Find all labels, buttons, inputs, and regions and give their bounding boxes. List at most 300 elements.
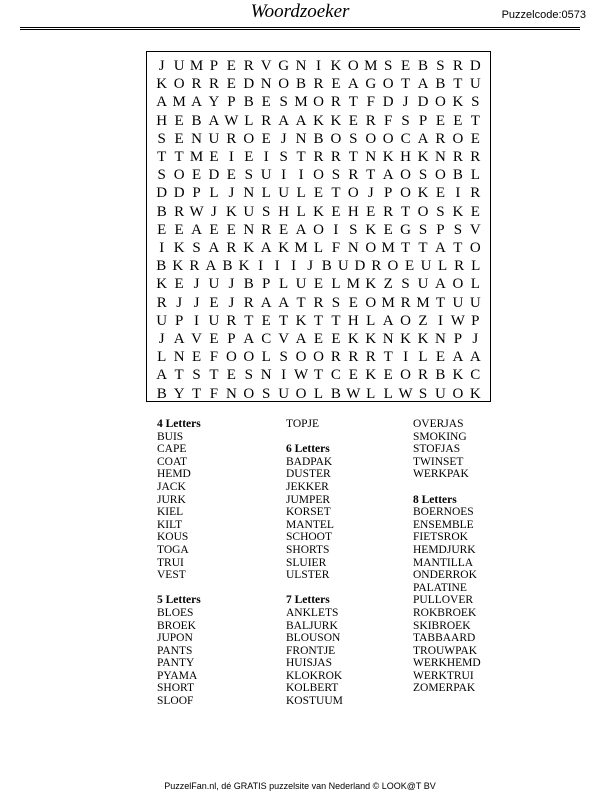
grid-letter: U [208,312,220,329]
word-list-item: SCHOOT [286,531,333,544]
grid-letter: K [225,203,237,220]
grid-letter: D [243,76,255,93]
puzzle-code: Puzzelcode:0573 [501,9,586,21]
grid-letter: O [435,167,446,184]
word-group-heading: 6 Letters [286,443,330,456]
grid-letter: J [228,294,235,311]
word-list-item: JUMPER [286,493,331,506]
word-list-item: HEMDJURK [413,543,476,556]
grid-letter: N [365,149,377,165]
word-list-item: WERKHEMD [413,657,481,670]
word-list-column-3 [413,418,563,695]
grid-letter: F [366,94,375,111]
grid-letter: R [189,258,200,275]
grid-letter: M [381,294,395,311]
grid-letter: F [209,349,219,366]
grid-row [147,165,490,185]
grid-letter: T [279,312,289,329]
grid-letter: F [331,240,341,256]
grid-letter: K [347,331,359,347]
grid-letter: B [330,385,341,402]
grid-letter: O [295,349,307,366]
grid-letter: L [383,385,393,402]
grid-letter: R [330,349,341,366]
grid-letter: A [295,331,307,347]
grid-letter: S [331,167,341,184]
grid-letter: A [435,240,446,256]
grid-letter: S [471,94,480,111]
grid-letter: P [262,276,271,293]
grid-letter: K [278,240,290,256]
grid-row [147,129,490,149]
grid-letter: T [244,312,254,329]
grid-letter: R [330,149,341,165]
grid-letter: U [420,258,432,275]
grid-letter: S [262,385,271,402]
grid-letter: M [294,240,308,256]
grid-letter: E [348,112,358,129]
grid-letter: R [454,258,465,275]
grid-letter: L [470,167,480,184]
grid-letter: E [191,167,202,184]
grid-letter: G [365,76,377,93]
grid-letter: J [367,185,374,202]
grid-letter: R [330,94,341,111]
grid-letter: N [382,331,394,347]
word-list-item: BUIS [157,430,184,443]
grid-letter: A [278,294,290,311]
grid-letter: U [452,294,464,311]
grid-letter: R [208,76,219,93]
grid-letter: U [417,276,429,293]
grid-letter: E [331,331,341,347]
grid-letter: N [435,149,446,165]
grid-letter: E [209,294,219,311]
grid-letter: N [243,221,255,238]
word-list-item: JACK [157,480,186,493]
grid-letter: K [417,331,429,347]
grid-letter: S [192,367,201,384]
grid-letter: M [294,94,308,111]
grid-letter: R [365,112,376,129]
grid-letter: S [401,276,410,293]
word-list-item: KORSET [286,506,331,519]
word-list-item: PANTS [157,644,193,657]
word-group-heading: 4 Letters [157,418,201,430]
grid-letter: R [261,112,272,129]
grid-letter: R [383,203,394,220]
grid-letter: J [228,276,235,293]
grid-row [147,183,490,203]
grid-letter: O [382,130,394,147]
grid-letter: T [435,294,446,311]
grid-letter: S [157,130,166,147]
grid-letter: T [453,240,463,256]
grid-row [147,74,490,94]
grid-letter: K [243,240,255,256]
grid-letter: B [418,58,429,74]
grid-letter: R [400,294,411,311]
grid-row [147,147,490,167]
grid-letter: C [470,367,481,384]
grid-letter: V [278,331,290,347]
grid-letter: D [173,185,185,202]
grid-letter: O [365,294,377,311]
grid-letter: T [418,240,428,256]
word-list-item: MANTILLA [413,556,474,569]
grid-letter: A [469,349,481,366]
grid-letter: S [157,167,166,184]
group-spacer [413,481,563,494]
grid-letter: H [347,203,359,220]
grid-letter: D [354,258,366,275]
grid-letter: T [313,367,324,384]
grid-letter: J [158,331,165,347]
grid-letter: P [418,112,428,129]
grid-letter: E [209,149,219,165]
grid-letter: O [225,349,237,366]
grid-letter: T [401,240,411,256]
grid-letter: B [435,367,446,384]
grid-letter: U [435,385,446,402]
word-list-item: BOERNOES [413,506,474,519]
grid-letter: S [244,367,253,384]
grid-letter: T [401,76,411,93]
grid-letter: S [418,385,428,402]
word-list-item: PALATINE [413,581,467,594]
grid-letter: R [313,294,324,311]
grid-letter: E [383,221,393,238]
grid-letter: E [174,112,184,129]
grid-letter: R [348,167,359,184]
grid-letter: I [298,167,304,184]
grid-letter: O [295,385,307,402]
grid-letter: A [382,312,394,329]
grid-letter: N [295,58,307,74]
grid-letter: S [192,240,201,256]
grid-row [147,220,490,240]
grid-letter: H [347,312,359,329]
grid-letter: D [208,167,220,184]
grid-letter: A [278,112,290,129]
grid-row [147,329,490,349]
word-list-item: ULSTER [286,569,330,582]
grid-letter: U [243,203,255,220]
grid-letter: S [349,130,358,147]
word-list-item: VEST [157,569,186,582]
word-list-item: FIETSROK [413,531,468,544]
grid-letter: O [365,130,377,147]
word-list-item: ANKLETS [286,606,339,619]
word-list-item: SLUIER [286,556,327,569]
word-list-item: SHORTS [286,543,330,556]
grid-letter: R [452,58,463,74]
grid-letter: L [470,276,480,293]
word-list-item: BALJURK [286,619,338,632]
grid-letter: O [347,185,359,202]
grid-letter: W [398,385,413,402]
grid-letter: C [330,367,341,384]
grid-letter: A [260,240,272,256]
grid-letter: L [244,112,254,129]
grid-letter: I [315,58,321,74]
grid-letter: R [470,185,481,202]
grid-row [147,311,490,331]
grid-letter: E [209,221,219,238]
grid-letter: M [364,58,378,74]
grid-letter: I [159,240,165,256]
grid-letter: D [417,94,429,111]
grid-letter: P [384,185,393,202]
grid-letter: I [333,221,339,238]
word-list-item: ROKBROEK [413,606,477,619]
grid-letter: K [172,258,184,275]
grid-letter: J [402,94,409,111]
grid-letter: J [228,185,235,202]
grid-letter: M [189,58,204,74]
grid-letter: I [274,258,280,275]
grid-letter: R [313,149,324,165]
grid-letter: G [400,221,412,238]
grid-letter: T [453,76,463,93]
grid-letter: N [260,76,272,93]
word-list-item: OVERJAS [413,418,464,430]
word-list-item: ZOMERPAK [413,682,476,695]
grid-letter: E [401,58,411,74]
grid-letter: B [296,76,307,93]
grid-letter: T [383,349,393,366]
word-list-item: KOUS [157,531,189,544]
grid-letter: E [383,367,393,384]
grid-letter: E [348,367,358,384]
grid-letter: P [453,331,463,347]
word-list-item: JUPON [157,632,193,645]
grid-letter: U [173,58,185,74]
grid-letter: R [365,349,376,366]
grid-letter: S [279,94,288,111]
word-list-item: SKIBROEK [413,619,471,632]
grid-letter: A [435,276,446,293]
grid-letter: N [191,130,202,147]
grid-letter: E [453,112,463,129]
grid-letter: A [208,240,220,256]
grid-letter: A [208,112,220,129]
word-list-item: KLOKROK [286,669,343,682]
grid-letter: A [191,94,202,111]
grid-letter: L [279,276,289,293]
grid-letter: K [238,258,250,275]
grid-letter: H [278,203,290,220]
grid-letter: R [371,258,382,275]
grid-letter: O [313,167,324,184]
grid-letter: T [174,367,184,384]
grid-letter: I [281,167,287,184]
grid-letter: R [418,367,429,384]
grid-letter: E [174,130,184,147]
grid-letter: B [243,94,254,111]
word-list-item: KOSTUUM [286,695,343,708]
group-spacer [157,582,307,595]
grid-letter: K [365,367,377,384]
grid-letter: W [450,312,465,329]
grid-letter: J [280,130,287,147]
grid-letter: T [366,167,376,184]
grid-letter: E [435,349,446,366]
grid-row [147,384,490,404]
grid-letter: A [260,294,272,311]
grid-letter: H [400,149,412,165]
word-list-item: BLOES [157,606,194,619]
grid-letter: J [193,294,200,311]
grid-letter: E [331,203,341,220]
grid-letter: Y [173,385,185,402]
grid-letter: R [156,294,167,311]
grid-letter: R [470,149,481,165]
grid-letter: K [365,276,377,293]
grid-letter: R [452,149,463,165]
grid-letter: M [172,94,186,111]
grid-letter: L [261,349,271,366]
grid-row [147,365,490,385]
grid-letter: B [435,76,446,93]
grid-letter: S [349,221,358,238]
grid-letter: A [347,76,359,93]
grid-letter: R [313,76,324,93]
word-list-item: KOLBERT [286,682,339,695]
grid-letter: A [417,76,429,93]
grid-letter: A [243,331,255,347]
grid-letter: E [157,221,167,238]
grid-letter: C [400,130,411,147]
word-list-item: DUSTER [286,468,331,481]
grid-letter: E [244,149,254,165]
word-group-heading: 7 Letters [286,594,330,607]
grid-row [147,56,490,76]
grid-letter: K [417,149,429,165]
grid-letter: U [278,185,290,202]
grid-letter: T [296,294,306,311]
grid-letter: R [435,130,446,147]
grid-letter: S [279,149,288,165]
grid-letter: P [436,221,445,238]
grid-letter: O [400,185,412,202]
grid-letter: K [469,385,481,402]
grid-letter: S [436,203,445,220]
grid-letter: O [400,367,412,384]
grid-letter: O [452,276,464,293]
grid-letter: Z [418,312,428,329]
word-list-item: BADPAK [286,455,333,468]
grid-letter: E [404,258,415,275]
footer-text: PuzzelFan.nl, dé GRATIS puzzelsite van Nederland © LOOK@T BV [164,781,436,791]
grid-letter: O [313,94,324,111]
word-list-item: TRUI [157,556,184,569]
word-list-item: BROEK [157,619,196,632]
grid-letter: A [191,221,202,238]
grid-letter: O [347,58,359,74]
grid-letter: R [348,349,359,366]
grid-letter: O [330,130,342,147]
grid-letter: N [295,130,307,147]
grid-letter: N [173,349,185,366]
grid-letter: K [417,185,429,202]
grid-letter: I [263,149,269,165]
grid-letter: M [381,240,395,256]
grid-letter: A [205,258,217,275]
word-list-item: PYAMA [157,669,198,682]
grid-letter: W [293,367,309,384]
grid-letter: O [243,385,255,402]
word-list-item: JURK [157,493,186,506]
grid-letter: E [313,276,324,293]
grid-letter: O [173,167,185,184]
grid-letter: B [452,167,463,184]
grid-letter: S [279,349,288,366]
grid-letter: I [455,185,461,202]
grid-letter: S [384,58,393,74]
word-list-item: WERKPAK [413,468,469,481]
grid-letter: O [400,167,412,184]
grid-letter: E [435,185,446,202]
letter-grid [146,51,491,402]
grid-letter: U [208,276,220,293]
grid-letter: I [258,258,264,275]
grid-letter: E [226,167,236,184]
grid-letter: H [156,112,168,129]
grid-letter: U [337,258,349,275]
grid-letter: R [226,130,237,147]
grid-letter: G [278,58,290,74]
grid-letter: A [156,367,168,384]
grid-letter: N [435,331,446,347]
grid-letter: O [243,349,255,366]
grid-letter: L [296,185,306,202]
grid-row [147,293,490,313]
grid-letter: K [330,112,342,129]
grid-letter: S [436,58,445,74]
grid-letter: F [384,112,393,129]
grid-letter: O [417,203,429,220]
grid-letter: Y [208,94,220,111]
grid-letter: R [174,203,185,220]
grid-letter: R [226,240,237,256]
grid-letter: L [418,349,428,366]
grid-letter: K [452,203,464,220]
grid-letter: R [243,58,254,74]
grid-letter: I [291,258,297,275]
grid-letter: T [174,149,184,165]
grid-letter: L [296,203,306,220]
grid-letter: V [260,58,272,74]
grid-letter: O [387,258,399,275]
grid-row [147,256,490,276]
grid-letter: W [189,203,204,220]
grid-letter: E [470,130,480,147]
grid-letter: V [191,331,202,347]
grid-letter: K [313,203,324,220]
grid-letter: U [295,276,307,293]
grid-letter: A [452,349,464,366]
word-list-item: HUISJAS [286,657,333,670]
word-list-item: MANTEL [286,518,334,531]
word-list-item: ENSEMBLE [413,518,474,531]
grid-letter: N [225,385,237,402]
grid-letter: T [209,367,219,384]
grid-letter: E [366,203,376,220]
word-list-item: TABBAARD [413,632,476,645]
grid-letter: T [296,149,306,165]
grid-letter: E [174,221,184,238]
